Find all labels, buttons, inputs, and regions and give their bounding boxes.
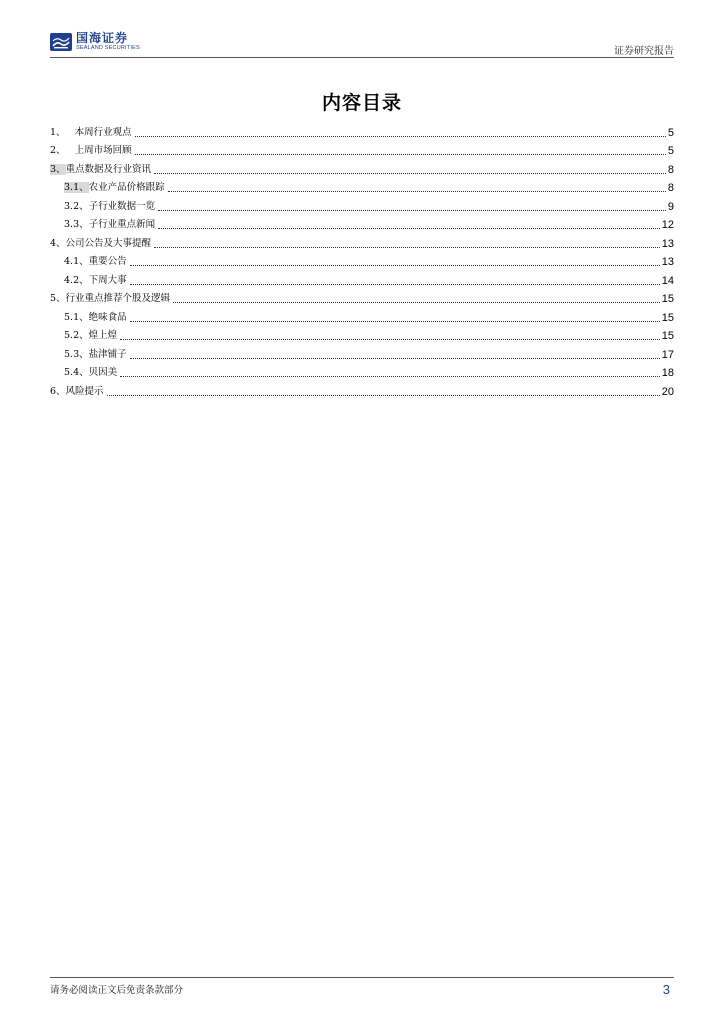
- toc-leader-dots: [135, 153, 666, 155]
- toc-entry-title: 本周行业观点: [74, 126, 132, 138]
- toc-entry-page: 5: [667, 145, 674, 157]
- toc-entry-page: 9: [667, 200, 674, 213]
- toc-entry[interactable]: [50, 251, 674, 270]
- toc-leader-dots: [158, 227, 660, 229]
- toc-entry-text: [50, 292, 172, 306]
- toc-entry-title: 下周大事: [88, 274, 127, 286]
- toc-entry-page: 20: [661, 385, 674, 398]
- toc-entry-page: 15: [661, 330, 674, 342]
- toc-entry-page: 8: [667, 182, 674, 194]
- toc-leader-dots: [130, 283, 660, 285]
- toc-leader-dots: [120, 375, 660, 377]
- toc-entry-text: [64, 200, 157, 214]
- logo-english-name: SEALAND SECURITIES: [76, 45, 140, 51]
- toc-leader-dots: [130, 357, 660, 359]
- toc-entry-text: [50, 163, 153, 177]
- footer-disclaimer: 请务必阅读正文后免责条款部分: [50, 985, 184, 996]
- toc-entry-text: [64, 274, 129, 288]
- toc-entry-text: [64, 348, 129, 362]
- toc-entry[interactable]: [50, 306, 674, 325]
- company-logo: [50, 32, 140, 52]
- toc-entry-title: 重点数据及行业资讯: [65, 163, 152, 175]
- toc-leader-dots: [130, 320, 660, 322]
- toc-entry-label: 3.1、: [64, 182, 89, 193]
- page-header: [50, 30, 674, 58]
- toc-entry-page: 13: [661, 237, 674, 250]
- page-number: 3: [662, 982, 670, 997]
- toc-entry-text: [50, 144, 134, 158]
- toc-entry-title: 风险提示: [65, 385, 104, 397]
- toc-entry-page: 14: [661, 274, 674, 287]
- toc-leader-dots: [173, 301, 660, 303]
- toc-entry-title: 贝因美: [88, 367, 118, 378]
- toc-entry-label: 5.2、: [64, 330, 89, 341]
- toc-entry[interactable]: [50, 158, 674, 177]
- toc-entry[interactable]: [50, 140, 674, 159]
- logo-chinese-name: 国海证券: [76, 31, 129, 45]
- toc-leader-dots: [120, 338, 660, 340]
- toc-entry-label: 5、: [50, 293, 66, 304]
- sealand-logo-icon: [50, 33, 72, 51]
- toc-entry-text: [64, 311, 129, 325]
- toc-entry[interactable]: [50, 121, 674, 140]
- toc-entry-label: 4.2、: [64, 274, 89, 286]
- toc-entry-page: 5: [667, 126, 674, 139]
- toc-entry-page: 15: [661, 293, 674, 305]
- toc-entry-label: 3、: [50, 163, 66, 175]
- toc-entry-label: 3.2、: [64, 200, 89, 212]
- toc-entry[interactable]: [50, 214, 674, 233]
- toc-entry-page: 15: [661, 311, 674, 324]
- toc-entry-text: [50, 385, 106, 399]
- toc-entry-page: 8: [667, 163, 674, 176]
- toc-entry-label: 4、: [50, 237, 66, 249]
- toc-entry-title: 子行业重点新闻: [88, 219, 156, 230]
- toc-entry-text: [50, 237, 153, 251]
- toc-entry-title: 煌上煌: [88, 330, 118, 341]
- toc-entry-text: [64, 255, 129, 269]
- toc-entry-title: 公司公告及大事提醒: [65, 237, 152, 249]
- toc-entry-page: 13: [661, 256, 674, 268]
- toc-leader-dots: [154, 172, 666, 174]
- toc-entry[interactable]: [50, 380, 674, 399]
- footer-divider: [50, 977, 674, 978]
- header-divider: [50, 57, 674, 58]
- toc-entry-label: 5.3、: [64, 348, 89, 360]
- table-of-contents: [50, 121, 674, 399]
- toc-entry-text: [50, 126, 134, 140]
- toc-entry-title: 盐津铺子: [88, 348, 127, 360]
- report-type-label: 证券研究报告: [614, 46, 674, 57]
- toc-entry-page: 17: [661, 348, 674, 361]
- toc-entry-title: 重要公告: [88, 256, 127, 267]
- toc-entry-text: [64, 366, 119, 380]
- toc-leader-dots: [158, 209, 666, 211]
- toc-leader-dots: [154, 246, 660, 248]
- toc-entry-text: [64, 218, 157, 232]
- toc-entry-label: 5.1、: [64, 311, 89, 323]
- page-title: 内容目录: [321, 92, 402, 114]
- toc-entry[interactable]: [50, 232, 674, 251]
- toc-entry-title: 农业产品价格跟踪: [88, 182, 165, 193]
- toc-entry-label: 3.3、: [64, 219, 89, 230]
- toc-entry-title: 绝味食品: [88, 311, 127, 323]
- toc-entry-title: 子行业数据一览: [88, 200, 156, 212]
- toc-entry[interactable]: [50, 362, 674, 381]
- toc-entry-label: 6、: [50, 385, 66, 397]
- toc-leader-dots: [135, 135, 666, 137]
- toc-entry[interactable]: [50, 195, 674, 214]
- toc-entry-page: 12: [661, 219, 674, 231]
- toc-entry-label: 2、: [50, 145, 66, 156]
- toc-entry-text: [64, 329, 119, 343]
- toc-leader-dots: [107, 394, 660, 396]
- toc-entry-title: 行业重点推荐个股及逻辑: [65, 293, 171, 304]
- toc-entry[interactable]: [50, 177, 674, 196]
- toc-leader-dots: [130, 264, 660, 266]
- toc-entry[interactable]: [50, 343, 674, 362]
- toc-entry-title: 上周市场回顾: [74, 145, 132, 156]
- toc-leader-dots: [168, 190, 666, 192]
- toc-entry-label: 4.1、: [64, 256, 89, 267]
- toc-entry[interactable]: [50, 269, 674, 288]
- toc-entry-label: 5.4、: [64, 367, 89, 378]
- toc-entry-text: [64, 181, 167, 195]
- toc-entry-page: 18: [661, 367, 674, 379]
- toc-entry[interactable]: [50, 325, 674, 344]
- toc-entry-label: 1、: [50, 126, 66, 138]
- toc-entry[interactable]: [50, 288, 674, 307]
